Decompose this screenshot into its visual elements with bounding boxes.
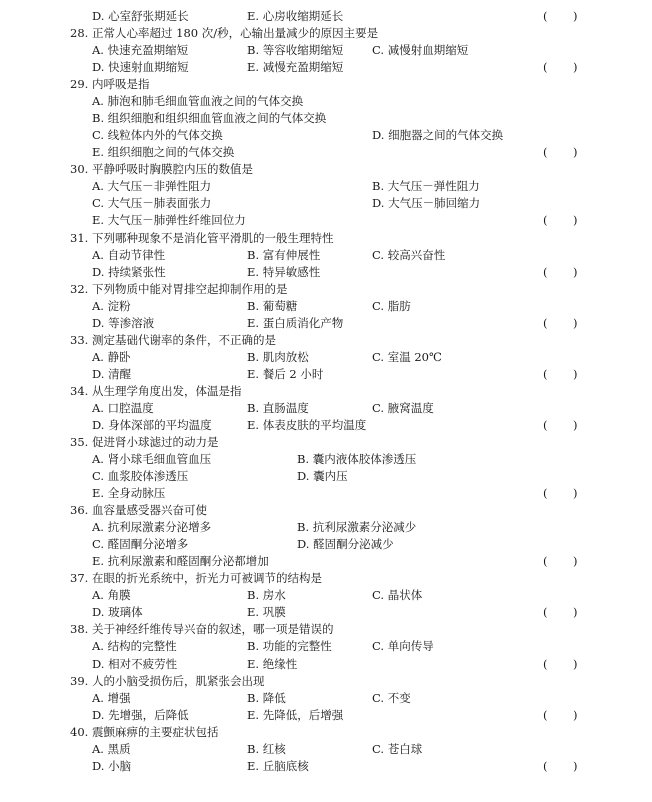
answer-option: A. 肾小球毛细血管血压 <box>92 452 212 467</box>
option-row <box>0 298 652 315</box>
answer-blank-open-paren: ( <box>543 656 548 671</box>
answer-blank-open-paren: ( <box>543 417 548 432</box>
question-number: 31. <box>70 230 89 245</box>
answer-blank-close-paren: ) <box>573 315 578 330</box>
answer-blank-close-paren: ) <box>573 656 578 671</box>
answer-option: D. 细胞器之间的气体交换 <box>372 128 504 143</box>
option-row <box>0 400 652 417</box>
option-row <box>0 315 652 332</box>
option-row <box>0 247 652 264</box>
answer-blank-close-paren: ) <box>573 366 578 381</box>
answer-option: C. 腋窝温度 <box>372 400 434 415</box>
question-number: 35. <box>70 435 89 449</box>
answer-blank-open-paren: ( <box>543 315 548 330</box>
answer-option: D. 玻璃体 <box>92 605 143 620</box>
question-stem <box>0 570 652 587</box>
answer-option: A. 口腔温度 <box>92 400 154 415</box>
question-text: 平静呼吸时胸膜腔内压的数值是 <box>92 162 253 177</box>
answer-option: B. 直肠温度 <box>247 400 309 415</box>
option-row <box>0 144 652 161</box>
question-text: 血容量感受器兴奋可使 <box>92 503 207 518</box>
question-stem <box>0 76 652 93</box>
option-row <box>0 93 652 110</box>
answer-blank-close-paren: ) <box>573 145 578 160</box>
answer-blank-open-paren: ( <box>543 366 548 381</box>
answer-option: E. 丘脑底核 <box>247 758 309 773</box>
answer-blank-open-paren: ( <box>543 707 548 722</box>
option-row <box>0 366 652 383</box>
question-text: 下列物质中能对胃排空起抑制作用的是 <box>92 281 288 296</box>
answer-option: D. 持续紧张性 <box>92 264 166 279</box>
answer-option: C. 线粒体内外的气体交换 <box>92 128 223 143</box>
question-stem <box>0 230 652 247</box>
answer-option: E. 蛋白质消化产物 <box>247 315 344 330</box>
answer-option: B. 大气压－弹性阻力 <box>372 179 480 194</box>
answer-option: B. 抗利尿激素分泌减少 <box>297 520 417 535</box>
answer-option: B. 功能的完整性 <box>247 639 332 654</box>
answer-option: C. 脂肪 <box>372 298 411 313</box>
answer-option: A. 抗利尿激素分泌增多 <box>92 520 212 535</box>
option-row <box>0 604 652 621</box>
question-stem <box>0 383 652 400</box>
option-row <box>0 638 652 655</box>
option-row <box>0 127 652 144</box>
question-text: 内呼吸是指 <box>92 77 150 92</box>
answer-blank-close-paren: ) <box>573 554 578 569</box>
question-stem <box>0 434 652 451</box>
answer-option: D. 小脑 <box>92 758 132 773</box>
option-row <box>0 758 652 775</box>
answer-blank-close-paren: ) <box>573 9 578 23</box>
option-row <box>0 417 652 434</box>
question-stem <box>0 161 652 178</box>
answer-option: E. 减慢充盈期缩短 <box>247 60 344 75</box>
answer-blank-open-paren: ( <box>543 213 548 228</box>
question-stem <box>0 281 652 298</box>
answer-option: C. 减慢射血期缩短 <box>372 43 469 58</box>
answer-option: B. 葡萄糖 <box>247 298 298 313</box>
answer-option: C. 大气压－肺表面张力 <box>92 196 212 211</box>
question-number: 37. <box>70 571 89 586</box>
answer-option: E. 特异敏感性 <box>247 264 321 279</box>
answer-option: D. 囊内压 <box>297 469 348 484</box>
answer-option: D. 等渗溶液 <box>92 315 155 330</box>
question-stem <box>0 502 652 519</box>
answer-blank-open-paren: ( <box>543 758 548 773</box>
question-text: 震颤麻痹的主要症状包括 <box>92 724 219 739</box>
option-row <box>0 690 652 707</box>
question-number: 39. <box>70 673 89 688</box>
answer-blank-close-paren: ) <box>573 605 578 620</box>
answer-blank-open-paren: ( <box>543 554 548 569</box>
answer-option: D. 先增强，后降低 <box>92 707 189 722</box>
answer-option: D. 身体深部的平均温度 <box>92 417 212 432</box>
option-row <box>0 451 652 468</box>
answer-option: A. 静卧 <box>92 349 131 364</box>
answer-option: C. 苍白球 <box>372 741 423 756</box>
option-row <box>0 536 652 553</box>
question-number: 28. <box>70 26 89 41</box>
question-text: 测定基础代谢率的条件，不正确的是 <box>92 332 276 347</box>
option-row <box>0 485 652 502</box>
answer-blank-close-paren: ) <box>573 707 578 722</box>
answer-option: D. 心室舒张期延长 <box>92 9 189 23</box>
answer-option: A. 淀粉 <box>92 298 131 313</box>
answer-blank-open-paren: ( <box>543 264 548 279</box>
question-text: 人的小脑受损伤后，肌紧张会出现 <box>92 673 265 688</box>
answer-blank-close-paren: ) <box>573 417 578 432</box>
answer-option: D. 相对不疲劳性 <box>92 656 178 671</box>
answer-blank-close-paren: ) <box>573 486 578 501</box>
option-row <box>0 264 652 281</box>
question-stem <box>0 724 652 741</box>
option-row <box>0 587 652 604</box>
answer-blank-close-paren: ) <box>573 264 578 279</box>
question-number: 30. <box>70 162 89 177</box>
answer-option: A. 快速充盈期缩短 <box>92 43 189 58</box>
answer-option: A. 大气压－非弹性阻力 <box>92 179 212 194</box>
answer-option: B. 降低 <box>247 690 286 705</box>
question-text: 关于神经纤维传导兴奋的叙述，哪一项是错误的 <box>92 622 334 637</box>
answer-option: E. 心房收缩期延长 <box>247 9 344 23</box>
option-row <box>0 195 652 212</box>
answer-option: D. 快速射血期缩短 <box>92 60 189 75</box>
answer-option: D. 大气压－肺回缩力 <box>372 196 481 211</box>
option-row <box>0 110 652 127</box>
answer-blank-open-paren: ( <box>543 605 548 620</box>
option-row <box>0 178 652 195</box>
option-row <box>0 553 652 570</box>
question-number: 29. <box>70 77 89 92</box>
answer-blank-open-paren: ( <box>543 145 548 160</box>
answer-option: D. 清醒 <box>92 366 132 381</box>
option-row <box>0 59 652 76</box>
answer-option: B. 富有伸展性 <box>247 247 321 262</box>
option-row <box>0 707 652 724</box>
option-row <box>0 741 652 758</box>
answer-option: E. 绝缘性 <box>247 656 298 671</box>
question-number: 36. <box>70 503 89 518</box>
answer-option: C. 室温 20℃ <box>372 349 442 364</box>
answer-option: E. 巩膜 <box>247 605 286 620</box>
question-stem <box>0 25 652 42</box>
question-stem <box>0 332 652 349</box>
option-row <box>0 656 652 673</box>
answer-option: E. 餐后 2 小时 <box>247 366 324 381</box>
question-number: 33. <box>70 332 89 347</box>
answer-option: E. 组织细胞之间的气体交换 <box>92 145 235 160</box>
answer-blank-close-paren: ) <box>573 758 578 773</box>
answer-option: C. 较高兴奋性 <box>372 247 446 262</box>
option-row <box>0 42 652 59</box>
answer-option: E. 抗利尿激素和醛固酮分泌都增加 <box>92 554 269 569</box>
answer-option: B. 肌肉放松 <box>247 349 309 364</box>
answer-blank-close-paren: ) <box>573 213 578 228</box>
answer-option: C. 血浆胶体渗透压 <box>92 469 189 484</box>
answer-option: B. 组织细胞和组织细血管血液之间的气体交换 <box>92 111 327 126</box>
answer-option: B. 红核 <box>247 741 286 756</box>
question-stem <box>0 621 652 638</box>
answer-option: E. 大气压－肺弹性纤维回位力 <box>92 213 246 228</box>
answer-option: A. 肺泡和肺毛细血管血液之间的气体交换 <box>92 94 304 109</box>
option-row <box>0 8 652 25</box>
answer-option: C. 单向传导 <box>372 639 434 654</box>
answer-option: E. 全身动脉压 <box>92 486 166 501</box>
answer-option: B. 等容收缩期缩短 <box>247 43 344 58</box>
answer-option: E. 先降低，后增强 <box>247 707 344 722</box>
answer-option: E. 体表皮肤的平均温度 <box>247 417 367 432</box>
question-text: 正常人心率超过 180 次/秒，心输出量减少的原因主要是 <box>92 26 379 41</box>
answer-option: D. 醛固酮分泌减少 <box>297 537 394 552</box>
answer-option: A. 自动节律性 <box>92 247 166 262</box>
question-text: 在眼的折光系统中，折光力可被调节的结构是 <box>92 571 322 586</box>
answer-option: C. 晶状体 <box>372 588 423 603</box>
option-row <box>0 349 652 366</box>
answer-blank-close-paren: ) <box>573 60 578 75</box>
question-number: 34. <box>70 383 89 398</box>
question-stem <box>0 673 652 690</box>
answer-option: B. 囊内液体胶体渗透压 <box>297 452 417 467</box>
answer-blank-open-paren: ( <box>543 486 548 501</box>
option-row <box>0 519 652 536</box>
answer-option: A. 角膜 <box>92 588 131 603</box>
answer-option: C. 醛固酮分泌增多 <box>92 537 189 552</box>
question-text: 从生理学角度出发，体温是指 <box>92 383 242 398</box>
question-number: 38. <box>70 622 89 637</box>
answer-option: A. 结构的完整性 <box>92 639 177 654</box>
question-text: 下列哪种现象不是消化管平滑肌的一般生理特性 <box>92 230 334 245</box>
answer-blank-open-paren: ( <box>543 60 548 75</box>
question-text: 促进肾小球滤过的动力是 <box>92 435 219 449</box>
answer-option: B. 房水 <box>247 588 286 603</box>
answer-option: C. 不变 <box>372 690 411 705</box>
answer-blank-open-paren: ( <box>543 9 548 23</box>
question-number: 40. <box>70 724 89 739</box>
question-number: 32. <box>70 281 89 296</box>
option-row <box>0 212 652 229</box>
answer-option: A. 增强 <box>92 690 131 705</box>
answer-option: A. 黑质 <box>92 741 131 756</box>
option-row <box>0 468 652 485</box>
